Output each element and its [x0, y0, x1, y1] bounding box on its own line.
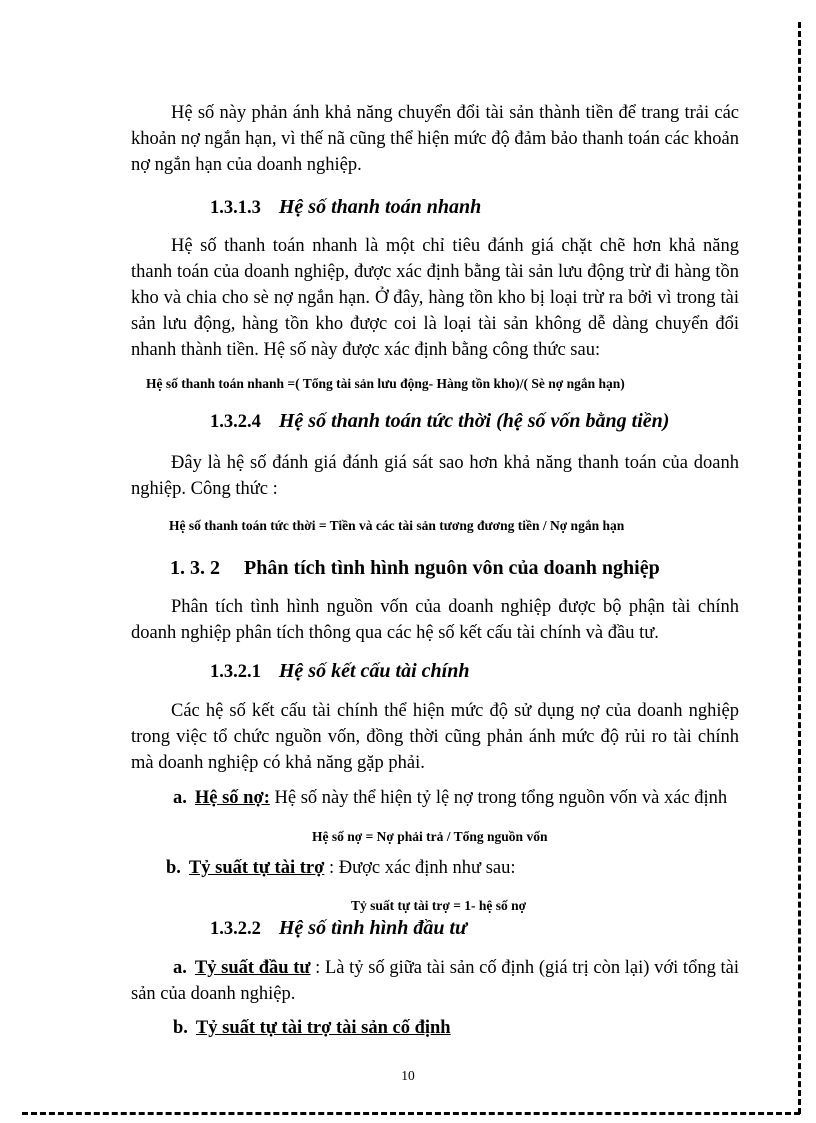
- heading-number: 1. 3. 2: [170, 557, 220, 579]
- item-text: : Là tỷ số giữa tài sản cố định (giá trị còn lại) với tổng tài sản của doanh nghiệp.: [131, 958, 739, 1004]
- heading-number: 1.3.1.3: [210, 198, 261, 218]
- heading-1313: [210, 196, 481, 219]
- formula-cash-ratio: Hệ số thanh toán tức thời = Tiền và các tài sản tương đương tiền / Nợ ngắn hạn: [169, 518, 625, 533]
- item-marker: a.: [173, 958, 187, 978]
- item-text: Hệ số này thể hiện tỷ lệ nợ trong tổng nguồn vốn và xác định: [269, 788, 728, 808]
- heading-title: Phân tích tình hình nguôn vôn của doanh nghiệp: [244, 557, 660, 579]
- heading-1324: [210, 410, 669, 433]
- heading-number: 1.3.2.4: [210, 412, 261, 432]
- item-text: : Được xác định như sau:: [324, 858, 516, 878]
- item-marker: a.: [173, 788, 187, 808]
- paragraph-capital-analysis: Phân tích tình hình nguồn vốn của doanh nghiệp được bộ phận tài chính doanh nghiệp phân tích thông qua các hệ số kết cấu tài chính và đầu tư.: [131, 597, 739, 643]
- page-border-bottom: [22, 1112, 800, 1115]
- heading-1322: [210, 917, 467, 940]
- item-investment-ratio: [131, 955, 739, 1007]
- paragraph-cash-ratio: Đây là hệ số đánh giá đánh giá sát sao hơn khả năng thanh toán của doanh nghiệp. Công thức :: [131, 453, 739, 499]
- item-term: Hệ số nợ:: [194, 788, 270, 808]
- item-equity-ratio: [166, 858, 516, 879]
- heading-number: 1.3.2.2: [210, 919, 261, 939]
- heading-number: 1.3.2.1: [210, 662, 261, 682]
- heading-title: Hệ số thanh toán nhanh: [278, 196, 482, 218]
- page-border-right: [798, 22, 801, 1114]
- heading-1321: [210, 660, 469, 683]
- paragraph-quick-ratio: Hệ số thanh toán nhanh là một chỉ tiêu đánh giá chặt chẽ hơn khả năng thanh toán của doanh nghiệp, được xác định bằng tài sản lưu động trừ đi hàng tồn kho và chia cho sè nợ ngắn hạn. Ở đây, hàng tồn kho bị loại trừ ra bởi vì trong tài sản lưu động, hàng tồn kho được coi là loại tài sản không dễ dàng chuyển đổi nhanh thành tiền. Hệ số này được xác định bằng công thức sau:: [131, 236, 739, 360]
- item-term: Tỷ suất tự tài trợ tài sản cố định: [195, 1018, 451, 1038]
- paragraph-liquidity-intro: Hệ số này phản ánh khả năng chuyển đổi tài sản thành tiền để trang trải các khoản nợ ngắn hạn, vì thế nã cũng thể hiện mức độ đảm bảo thanh toán các khoản nợ ngắn hạn của doanh nghiệp.: [131, 103, 739, 175]
- formula-debt-ratio: Hệ số nợ = Nợ phải trả / Tổng nguồn vốn: [312, 829, 548, 844]
- formula-quick-ratio: Hệ số thanh toán nhanh =( Tổng tài sản lưu động- Hàng tồn kho)/( Sè nợ ngắn hạn): [146, 376, 625, 391]
- page-number: 10: [401, 1068, 415, 1083]
- item-term: Tỷ suất tự tài trợ: [188, 858, 325, 878]
- item-term: Tỷ suất đầu tư: [194, 958, 311, 978]
- formula-equity-ratio: Tỷ suất tự tài trợ = 1- hệ số nợ: [351, 898, 527, 913]
- paragraph-financial-structure: Các hệ số kết cấu tài chính thể hiện mức độ sử dụng nợ của doanh nghiệp trong việc tổ chức nguồn vốn, đồng thời cũng phản ánh mức độ rủi ro tài chính mà doanh nghiệp có khả năng gặp phải.: [131, 701, 739, 773]
- heading-132: [170, 557, 660, 580]
- item-marker: b.: [173, 1018, 188, 1038]
- item-marker: b.: [166, 858, 181, 878]
- heading-title: Hệ số tình hình đầu tư: [278, 917, 468, 939]
- heading-title: Hệ số kết cấu tài chính: [278, 660, 470, 682]
- item-fixed-asset-ratio: [173, 1018, 451, 1039]
- item-debt-ratio: [173, 788, 727, 809]
- heading-title: Hệ số thanh toán tức thời (hệ số vốn bằng tiền): [278, 410, 670, 432]
